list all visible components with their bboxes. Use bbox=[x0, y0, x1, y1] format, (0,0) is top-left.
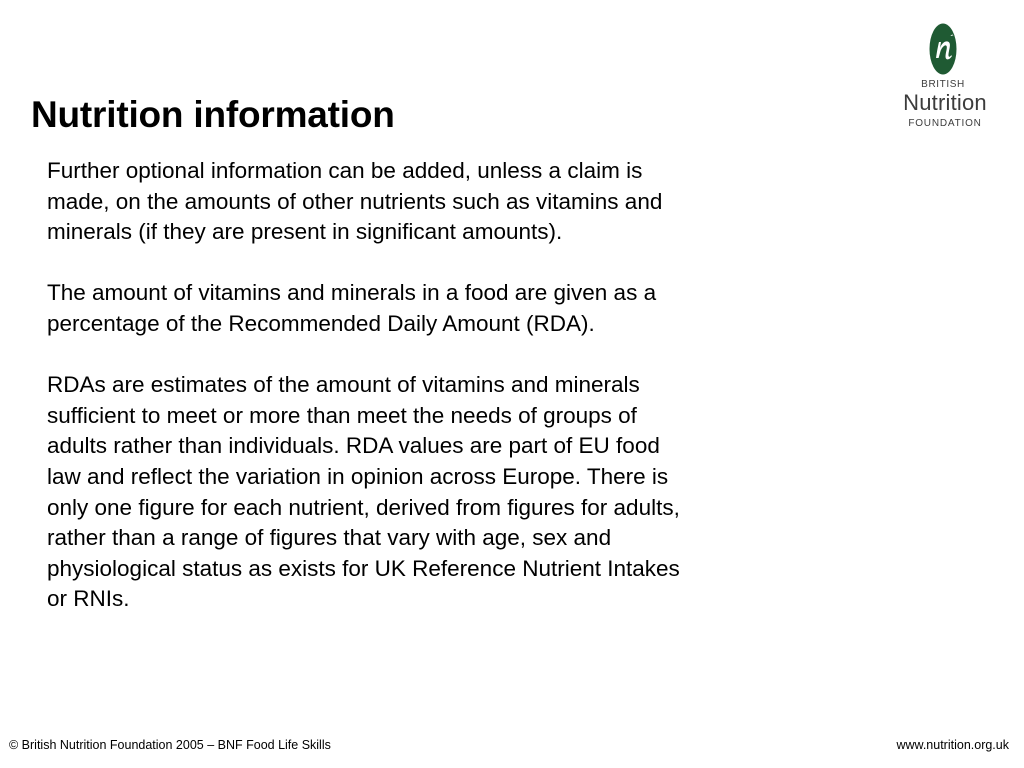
paragraph-rda-explanation: RDAs are estimates of the amount of vitamins and minerals sufficient to meet or more than meet the needs of groups of adults rather than individuals. RDA values are part of EU food law and reflect the variation in opinion across Europe. There is only one figure for each nutrient, derived from figures for adults, rather than a range of figures that vary with age, sex and physiological status as exists for UK Reference Nutrient Intakes or RNIs. bbox=[47, 372, 680, 612]
footer-copyright: © British Nutrition Foundation 2005 – BNF Food Life Skills bbox=[9, 738, 331, 752]
slide-body bbox=[47, 156, 687, 615]
logo-text-nutrition: Nutrition bbox=[903, 90, 987, 115]
footer-url[interactable]: www.nutrition.org.uk bbox=[896, 738, 1009, 752]
paragraph-rda-percentage: The amount of vitamins and minerals in a food are given as a percentage of the Recommended Daily Amount (RDA). bbox=[47, 280, 657, 336]
paragraph-optional-information: Further optional information can be added, unless a claim is made, on the amounts of other nutrients such as vitamins and minerals (if they are present in significant amounts). bbox=[47, 158, 663, 245]
slide-title: Nutrition information bbox=[31, 94, 395, 135]
logo-text-foundation: FOUNDATION bbox=[908, 118, 982, 129]
bnf-n-logo-icon bbox=[928, 22, 958, 76]
bnf-logo bbox=[888, 20, 1002, 135]
logo-text-british: BRITISH bbox=[921, 79, 965, 90]
